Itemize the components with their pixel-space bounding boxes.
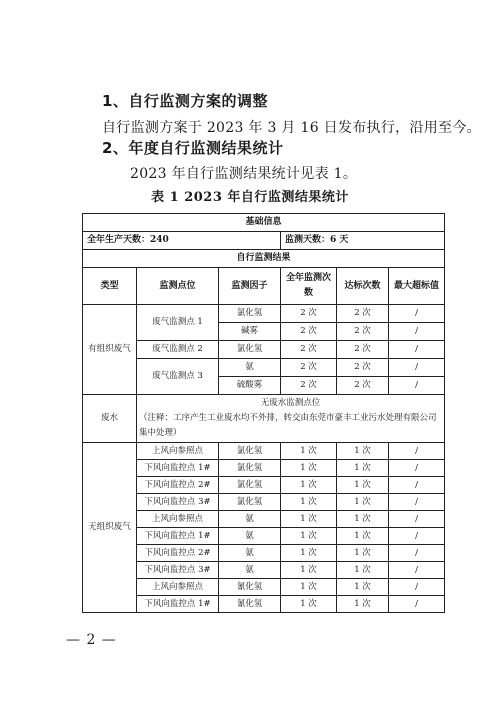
table-cell: 氯化氢	[219, 460, 281, 477]
table-cell: 碱雾	[219, 323, 281, 341]
wastewater-line-2: （注释：工序产生工业废水均不外排，转交由东莞市豪丰工业污水处理有限公司集中处理）	[139, 413, 437, 438]
table-cell: 2 次	[337, 359, 389, 377]
header-point: 监测点位	[137, 268, 219, 305]
unorganized-type: 无组织废气	[83, 443, 137, 613]
section-text-1: 自行监测方案于 2023 年 3 月 16 日发布执行，沿用至今。	[102, 120, 481, 136]
table-cell: 氨	[219, 545, 281, 562]
table-cell: 1 次	[281, 477, 337, 494]
table-cell: 氰化氢	[219, 579, 281, 596]
header-pass-count: 达标次数	[337, 268, 389, 305]
table-cell: 氯化氢	[219, 443, 281, 460]
table-cell: 1 次	[281, 596, 337, 613]
table-cell: 1 次	[337, 511, 389, 528]
table-caption: 表 1 2023 年自行监测结果统计	[151, 190, 349, 205]
table-cell: 氨	[219, 511, 281, 528]
table-cell: /	[389, 305, 445, 323]
table-cell: 上风向参照点	[137, 511, 219, 528]
table-cell: /	[389, 494, 445, 511]
table-cell: 氨	[219, 359, 281, 377]
table-cell: 上风向参照点	[137, 443, 219, 460]
table-cell: /	[389, 477, 445, 494]
organized-point-1: 废气监测点 1	[137, 305, 219, 341]
basic-info-title: 基础信息	[83, 214, 445, 232]
table-cell: 1 次	[337, 545, 389, 562]
wastewater-note	[137, 395, 445, 443]
table-cell: 1 次	[281, 460, 337, 477]
table-cell: /	[389, 460, 445, 477]
table-cell: /	[389, 359, 445, 377]
section-heading-2: 2、年度自行监测结果统计	[102, 139, 284, 157]
table-cell: 1 次	[337, 596, 389, 613]
table-cell: 1 次	[281, 528, 337, 545]
monitor-days: 监测天数：6 天	[281, 232, 445, 250]
table-cell: /	[389, 443, 445, 460]
table-cell: 1 次	[281, 443, 337, 460]
table-cell: 1 次	[281, 562, 337, 579]
table-cell: 下风向监控点 3#	[137, 562, 219, 579]
table-cell: 1 次	[337, 443, 389, 460]
page-number: — 2 —	[66, 632, 117, 648]
table-cell: 2 次	[337, 341, 389, 359]
section-text-2: 2023 年自行监测结果统计见表 1。	[130, 166, 358, 182]
table-cell: /	[389, 511, 445, 528]
table-cell: 下风向监控点 1#	[137, 596, 219, 613]
results-title: 自行监测结果	[83, 250, 445, 268]
table-cell: 1 次	[337, 528, 389, 545]
section-heading-1: 1、自行监测方案的调整	[102, 92, 268, 110]
organized-point-2: 废气监测点 2	[137, 341, 219, 359]
table-cell: /	[389, 579, 445, 596]
header-type: 类型	[83, 268, 137, 305]
table-cell: 2 次	[281, 377, 337, 395]
wastewater-type: 废水	[83, 395, 137, 443]
table-cell: 氯化氢	[219, 341, 281, 359]
table-cell: 2 次	[281, 323, 337, 341]
table-cell: 1 次	[281, 494, 337, 511]
table-cell: /	[389, 323, 445, 341]
table-cell: 下风向监控点 2#	[137, 477, 219, 494]
table-cell: 2 次	[281, 359, 337, 377]
table-cell: /	[389, 596, 445, 613]
table-cell: 下风向监控点 2#	[137, 545, 219, 562]
table-cell: 1 次	[281, 511, 337, 528]
table-cell: 2 次	[337, 377, 389, 395]
header-factor: 监测因子	[219, 268, 281, 305]
table-cell: 氨	[219, 562, 281, 579]
wastewater-line-1: 无废水监测点位	[260, 398, 321, 408]
table-cell: 下风向监控点 3#	[137, 494, 219, 511]
table-cell: 2 次	[337, 323, 389, 341]
table-cell: 氯化氢	[219, 305, 281, 323]
table-cell: /	[389, 562, 445, 579]
table-cell: /	[389, 545, 445, 562]
organized-type: 有组织废气	[83, 305, 137, 395]
table-cell: /	[389, 341, 445, 359]
table-cell: 上风向参照点	[137, 579, 219, 596]
table-cell: 1 次	[337, 579, 389, 596]
table-cell: 1 次	[337, 494, 389, 511]
organized-point-3: 废气监测点 3	[137, 359, 219, 395]
table-cell: /	[389, 377, 445, 395]
table-cell: 下风向监控点 1#	[137, 460, 219, 477]
table-cell: 氨	[219, 528, 281, 545]
table-cell: 2 次	[281, 341, 337, 359]
table-cell: /	[389, 528, 445, 545]
table-cell: 氯化氢	[219, 494, 281, 511]
table-cell: 2 次	[281, 305, 337, 323]
production-days: 全年生产天数：240	[83, 232, 281, 250]
table-cell: 氰化氢	[219, 596, 281, 613]
header-annual-count: 全年监测次数	[281, 268, 337, 305]
table-cell: 1 次	[281, 579, 337, 596]
table-cell: 氯化氢	[219, 477, 281, 494]
table-cell: 1 次	[337, 562, 389, 579]
header-max-exceed: 最大超标值	[389, 268, 445, 305]
table-cell: 2 次	[337, 305, 389, 323]
table-cell: 1 次	[281, 545, 337, 562]
table-cell: 1 次	[337, 477, 389, 494]
monitoring-results-table	[82, 213, 445, 613]
table-cell: 下风向监控点 1#	[137, 528, 219, 545]
table-cell: 1 次	[337, 460, 389, 477]
table-cell: 硫酸雾	[219, 377, 281, 395]
